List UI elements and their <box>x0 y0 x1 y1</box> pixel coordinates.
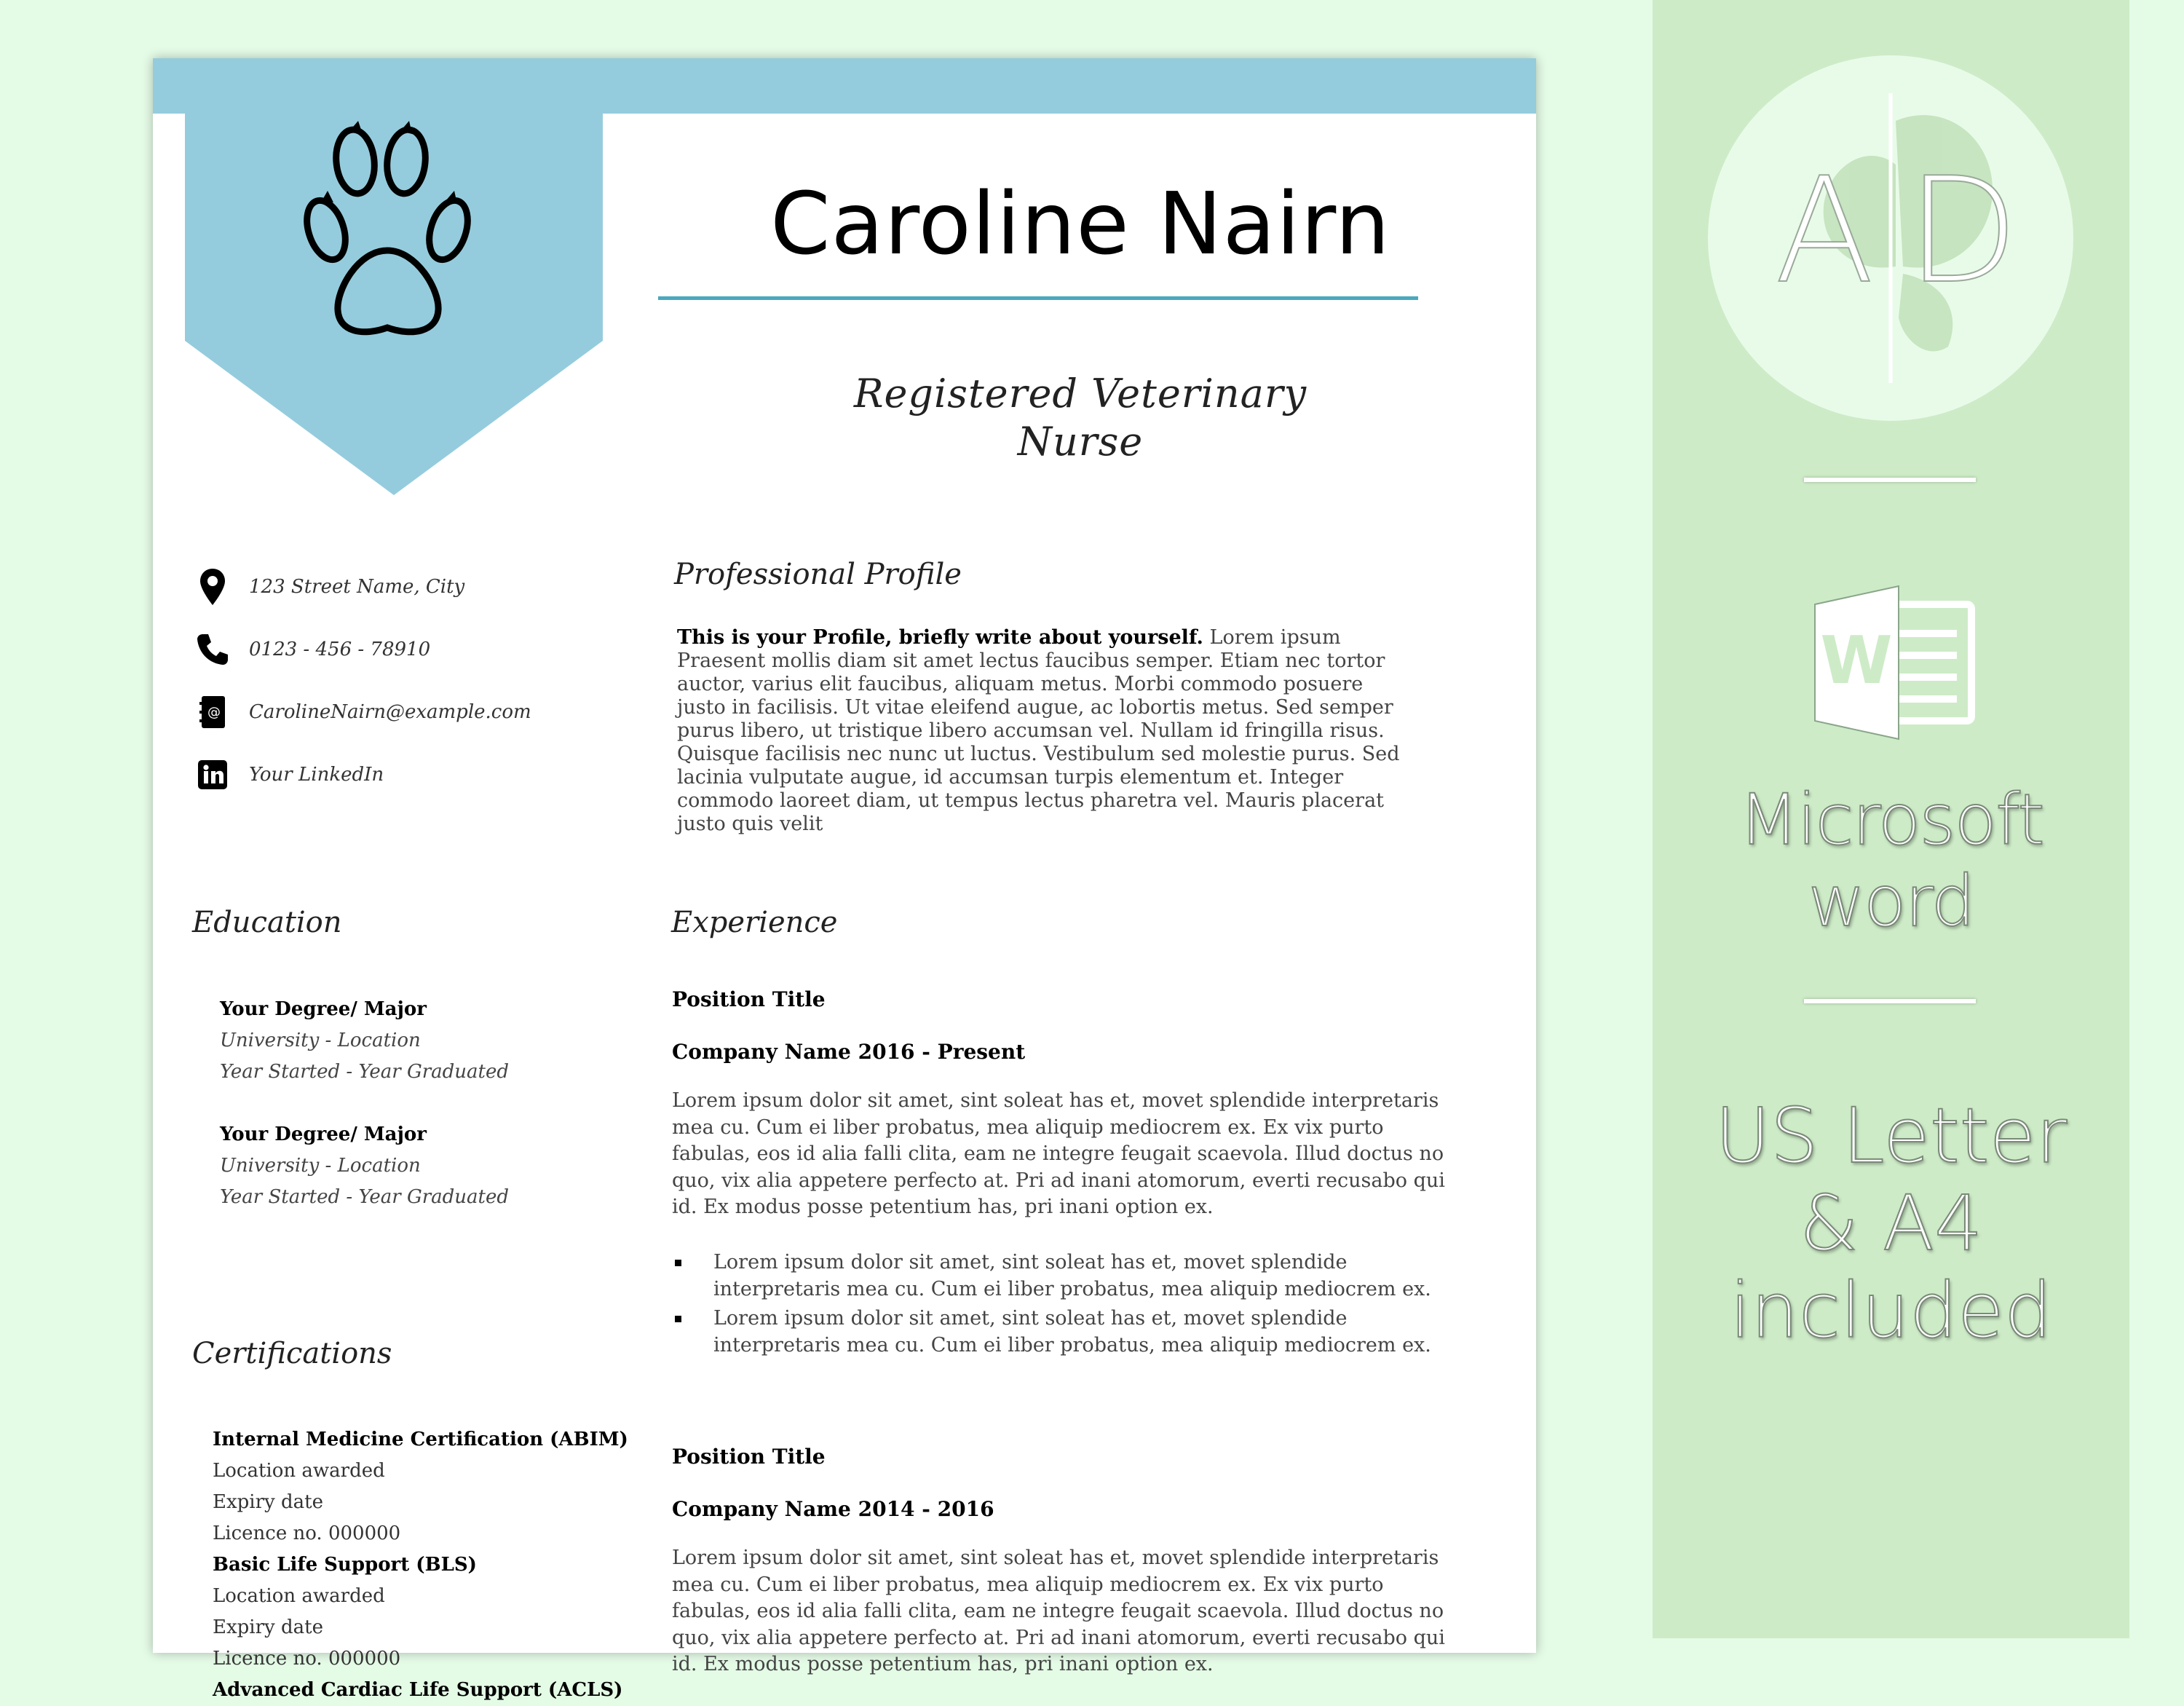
certification-licence: Licence no. 000000 <box>213 1523 401 1544</box>
years: Year Started - Year Graduated <box>220 1186 510 1208</box>
address-book-icon <box>197 692 229 732</box>
divider <box>1804 999 1976 1003</box>
svg-text:D: D <box>1906 146 2019 316</box>
svg-text:W: W <box>1820 623 1893 699</box>
certification-name: Internal Medicine Certification (ABIM) <box>213 1429 628 1450</box>
linkedin-icon <box>197 755 229 794</box>
certification-location: Location awarded <box>213 1460 385 1482</box>
formats-line2: & A4 <box>1799 1179 1983 1268</box>
software-label: Microsoft word <box>1738 779 2043 942</box>
certification-name: Advanced Cardiac Life Support (ACLS) <box>213 1679 623 1701</box>
paw-print-icon <box>306 121 473 339</box>
job-title <box>658 370 1503 466</box>
candidate-name: Caroline Nairn <box>770 173 1390 274</box>
certification-location: Location awarded <box>213 1585 385 1607</box>
position-title: Position Title <box>672 987 826 1011</box>
certifications-heading: Certifications <box>192 1337 392 1370</box>
email-text: CarolineNairn@example.com <box>249 701 531 723</box>
linkedin-text: Your LinkedIn <box>249 764 384 786</box>
certification-expiry: Expiry date <box>213 1616 323 1638</box>
bullet-item: Lorem ipsum dolor sit amet, sint soleat has et, movet splendide interpretaris mea cu. Cum ei liber probatus, mea aliquip mediocrem ex. <box>672 1306 1465 1359</box>
job-highlights <box>672 1249 1465 1362</box>
profile-body: Lorem ipsum Praesent mollis diam sit amet lectus faucibus semper. Etiam nec tortor auctor, varius elit faucibus, aliquam metus. Morbi commodo posuere justo in facilisis. Ut vitae eleifend augue, ac lobortis metus. Sed semper purus libero, ut tristique libero accumsan vel. Nullam id fringilla risus. Quisque facilisis nec nunc ut luctus. Vestibulum sed molestie purus. Sed lacinia vulputate augue, id accumsan turpis elementum et. Integer commodo laoreet diam, ut tempus lectus pharetra vel. Mauris placerat justo quis velit <box>677 626 1400 835</box>
profile-heading: Professional Profile <box>674 558 962 591</box>
company-name: Company Name 2016 - Present <box>672 1040 1026 1064</box>
resume-page <box>153 58 1536 1701</box>
name-divider <box>658 296 1418 300</box>
education-heading: Education <box>192 906 342 939</box>
job-title-line1: Registered Veterinary <box>853 371 1307 416</box>
divider <box>1804 478 1976 482</box>
degree: Your Degree/ Major <box>220 1123 427 1145</box>
formats-line3: included <box>1730 1266 2052 1355</box>
profile-summary <box>677 626 1412 836</box>
address-text: 123 Street Name, City <box>249 576 465 598</box>
svg-text:@: @ <box>207 705 221 720</box>
location-pin-icon <box>197 567 229 607</box>
phone-text: 0123 - 456 - 78910 <box>249 639 431 660</box>
contact-address <box>197 565 464 609</box>
certification-name: Basic Life Support (BLS) <box>213 1554 477 1576</box>
brand-logo <box>1708 55 2073 421</box>
position-title: Position Title <box>672 1445 826 1469</box>
microsoft-word-icon <box>1811 583 1979 743</box>
company-name: Company Name 2014 - 2016 <box>672 1497 994 1521</box>
certification-licence: Licence no. 000000 <box>213 1648 401 1670</box>
formats-line1: US Letter <box>1714 1091 2068 1180</box>
bullet-item: Lorem ipsum dolor sit amet, sint soleat has et, movet splendide interpretaris mea cu. Cum ei liber probatus, mea aliquip mediocrem ex. <box>672 1249 1465 1303</box>
profile-lead: This is your Profile, briefly write about yourself. <box>677 626 1203 649</box>
education-entry <box>220 1119 509 1213</box>
university: University - Location <box>220 1030 421 1051</box>
contact-phone <box>197 628 430 671</box>
contact-email <box>197 690 531 734</box>
certification-expiry: Expiry date <box>213 1491 323 1513</box>
job-description: Lorem ipsum dolor sit amet, sint soleat has et, movet splendide interpretaris mea cu. Cum ei liber probatus, mea aliquip mediocrem ex. Ex vix purto fabulas, eos id alia falli clita, eam ne integre feugait scaevola. Illud doctus no quo, vix alia appetere perfecto at. Pri ad inani atomorum, everti recusabo qui id. Ex modus posse petentium has, pri inani option ex. <box>672 1547 1445 1675</box>
job-title-line2: Nurse <box>1017 419 1144 465</box>
years: Year Started - Year Graduated <box>220 1061 510 1083</box>
job-description: Lorem ipsum dolor sit amet, sint soleat has et, movet splendide interpretaris mea cu. Cum ei liber probatus, mea aliquip mediocrem ex. Ex vix purto fabulas, eos id alia falli clita, eam ne integre feugait scaevola. Illud doctus no quo, vix alia appetere perfecto at. Pri ad inani atomorum, everti recusabo qui id. Ex modus posse petentium has, pri inani option ex. <box>672 1089 1445 1218</box>
education-entry <box>220 994 509 1088</box>
contact-linkedin <box>197 753 384 797</box>
experience-heading: Experience <box>671 906 838 939</box>
formats-label <box>1653 1092 2129 1354</box>
university: University - Location <box>220 1155 421 1177</box>
degree: Your Degree/ Major <box>220 998 427 1020</box>
phone-icon <box>197 630 229 669</box>
svg-text:A: A <box>1774 146 1875 316</box>
certifications-list <box>213 1424 628 1706</box>
promo-panel <box>1653 0 2129 1638</box>
